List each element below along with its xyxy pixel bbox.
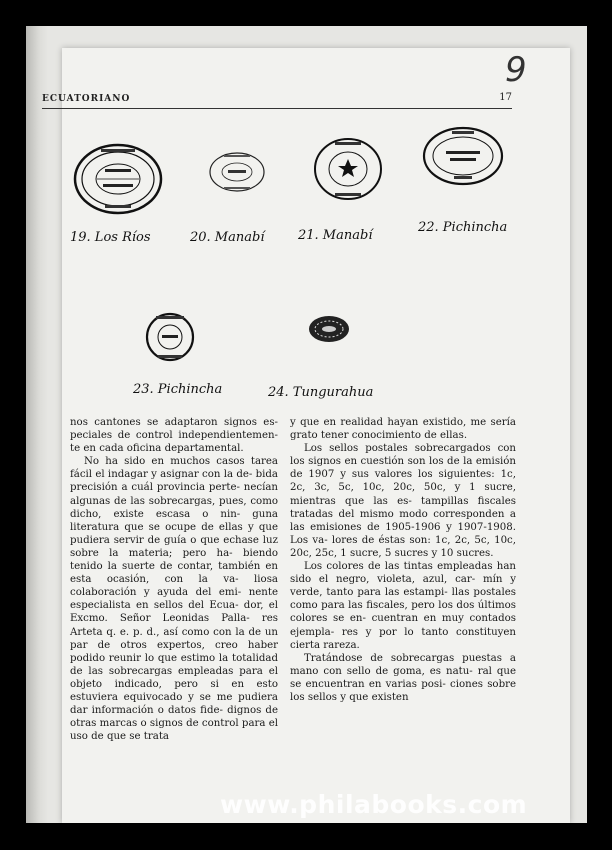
- stamp-23-caption: 23. Pichincha: [133, 382, 223, 397]
- stamp-24-caption: 24. Tungurahua: [268, 385, 374, 400]
- left-text-column: [70, 416, 278, 743]
- stamp-23-image: [144, 312, 196, 362]
- stamp-21-caption: 21. Manabí: [298, 228, 373, 243]
- running-header: [42, 94, 512, 109]
- stamp-22-image: [422, 126, 504, 186]
- stamp-19-image: [73, 143, 163, 215]
- page-number: 17: [499, 92, 512, 103]
- stamp-19-caption: 19. Los Ríos: [70, 230, 151, 245]
- right-paragraph-1: y que en realidad hayan existido, me sería grato tener conocimiento de ellas.: [290, 417, 516, 442]
- stamp-20-caption: 20. Manabí: [190, 230, 265, 245]
- stamp-24-image: [308, 314, 350, 344]
- right-paragraph-2: Los sellos postales sobrecargados con los signos en cuestión son los de la emisión de 1907 y sus valores los siguientes: 1c, 2c, 3c, 5c, 10c, 20c, 50c, y 1 sucre, mientras que las es- tampillas fiscales tratadas del mismo modo corresponden a las emisiones de 1905-1906 y 1907-1908. Los va- lores de éstas son: 1c, 2c, 5c, 10c, 20c, 25c, 1 sucre, 5 sucres y 10 sucres.: [290, 443, 516, 559]
- watermark: www.philabooks.com: [220, 790, 528, 819]
- right-text-column: [290, 416, 516, 704]
- header-title: ECUATORIANO: [42, 94, 131, 104]
- stamp-21-image: [313, 137, 383, 201]
- stamp-22-caption: 22. Pichincha: [418, 220, 508, 235]
- left-paragraph-2: No ha sido en muchos casos tarea fácil el indagar y asignar con la de- bida precisión a cuál provincia perte- necían algunas de las sobrecargas, pues, como dicho, existe escasa o nin- guna literatura que se ocupe de ellas y que pudiera servir de guía o que echase luz sobre la materia; pero ha- biendo tenido la suerte de contar, también en esta ocasión, con la va- liosa colaboración y ayuda del emi- nente especialista en sellos del Ecua- dor, el Excmo. Señor Leonidas Palla- res Arteta q. e. p. d., así como con la de un par de otros expertos, creo haber podido reunir lo que estimo la totalidad de las sobrecargas empleadas para el objeto indicado, pero si en esto estuviera equivocado y se me pudiera dar información o datos fide- dignos de otras marcas o signos de control para el uso de que se trata: [70, 456, 278, 743]
- stamp-20-image: [208, 150, 266, 194]
- book-binding: [26, 26, 48, 823]
- right-paragraph-4: Tratándose de sobrecargas puestas a mano con sello de goma, es natu- ral que se encuentran en varias posi- ciones sobre los sellos y que existen: [290, 652, 516, 703]
- handwritten-page-number: 9: [505, 50, 527, 90]
- right-paragraph-3: Los colores de las tintas empleadas han sido el negro, violeta, azul, car- mín y verde, tanto para las estampi- llas postales como para las fiscales, pero los dos últimos colores se en- cuentran en muy contados ejempla- res y por lo tanto constituyen cierta rareza.: [290, 561, 516, 651]
- left-paragraph-1: nos cantones se adaptaron signos es- peciales de control independientemen- te en cada oficina departamental.: [70, 417, 278, 455]
